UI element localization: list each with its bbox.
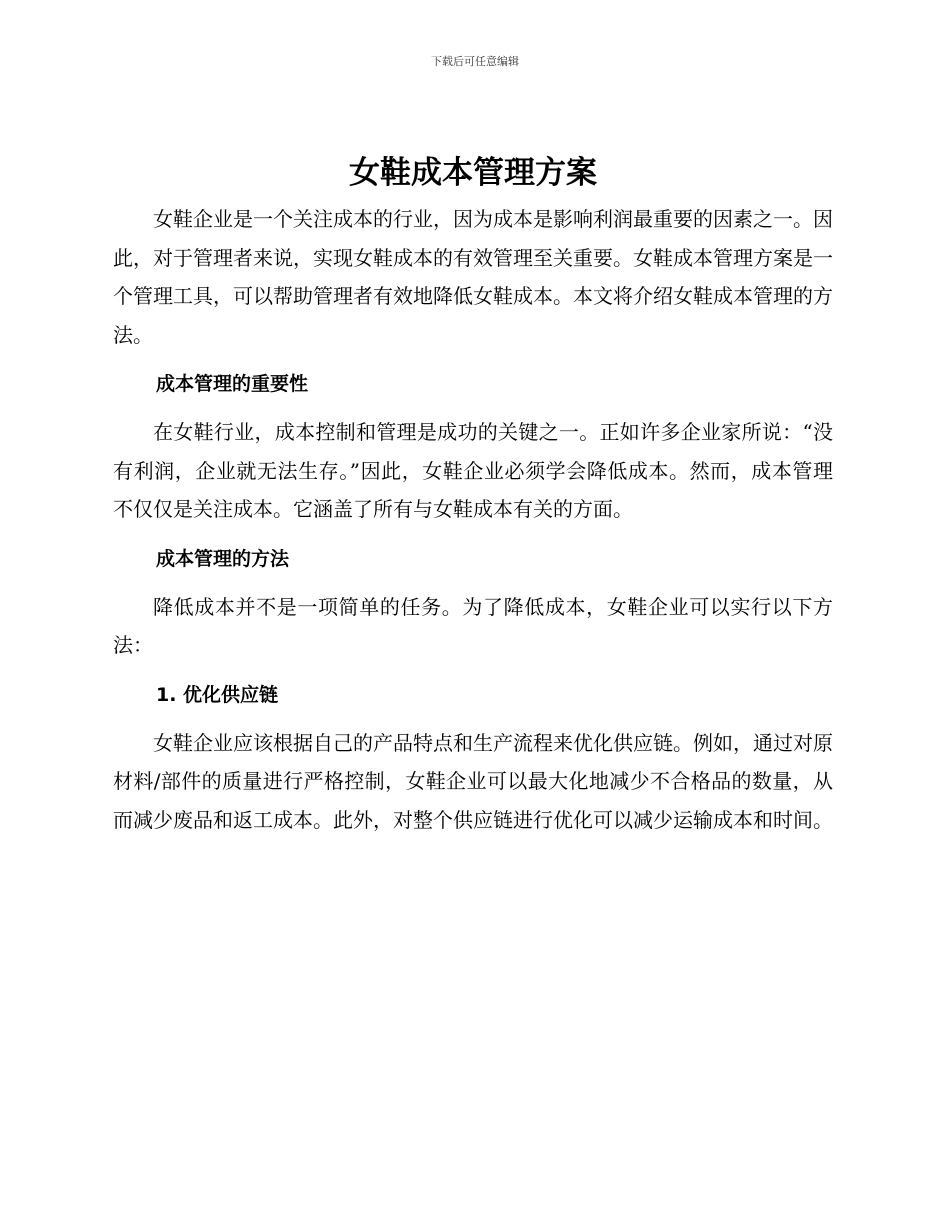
- section-heading-methods: 成本管理的方法: [156, 547, 290, 570]
- document-body: [113, 150, 833, 839]
- document-title: 女鞋成本管理方案: [349, 155, 597, 191]
- section-body-methods: 降低成本并不是一项简单的任务。为了降低成本，女鞋企业可以实行以下方法：: [113, 594, 833, 657]
- section-body-supply-chain: 女鞋企业应该根据自己的产品特点和生产流程来优化供应链。例如，通过对原材料/部件的质量进行严格控制，女鞋企业可以最大化地减少不合格品的数量，从而减少废品和返工成本。此外，对整个供应链进行优化可以减少运输成本和时间。: [113, 730, 833, 832]
- page-header-note: 下载后可任意编辑: [431, 55, 519, 68]
- section-heading-supply-chain: 1. 优化供应链: [156, 683, 279, 706]
- intro-paragraph: 女鞋企业是一个关注成本的行业，因为成本是影响利润最重要的因素之一。因此，对于管理者来说，实现女鞋成本的有效管理至关重要。女鞋成本管理方案是一个管理工具，可以帮助管理者有效地降低女鞋成本。本文将介绍女鞋成本管理的方法。: [113, 207, 833, 347]
- section-heading-importance: 成本管理的重要性: [156, 373, 309, 395]
- section-body-importance: 在女鞋行业，成本控制和管理是成功的关键之一。正如许多企业家所说：“没有利润，企业就无法生存。”因此，女鞋企业必须学会降低成本。然而，成本管理不仅仅是关注成本。它涵盖了所有与女鞋成本有关的方面。: [113, 420, 833, 521]
